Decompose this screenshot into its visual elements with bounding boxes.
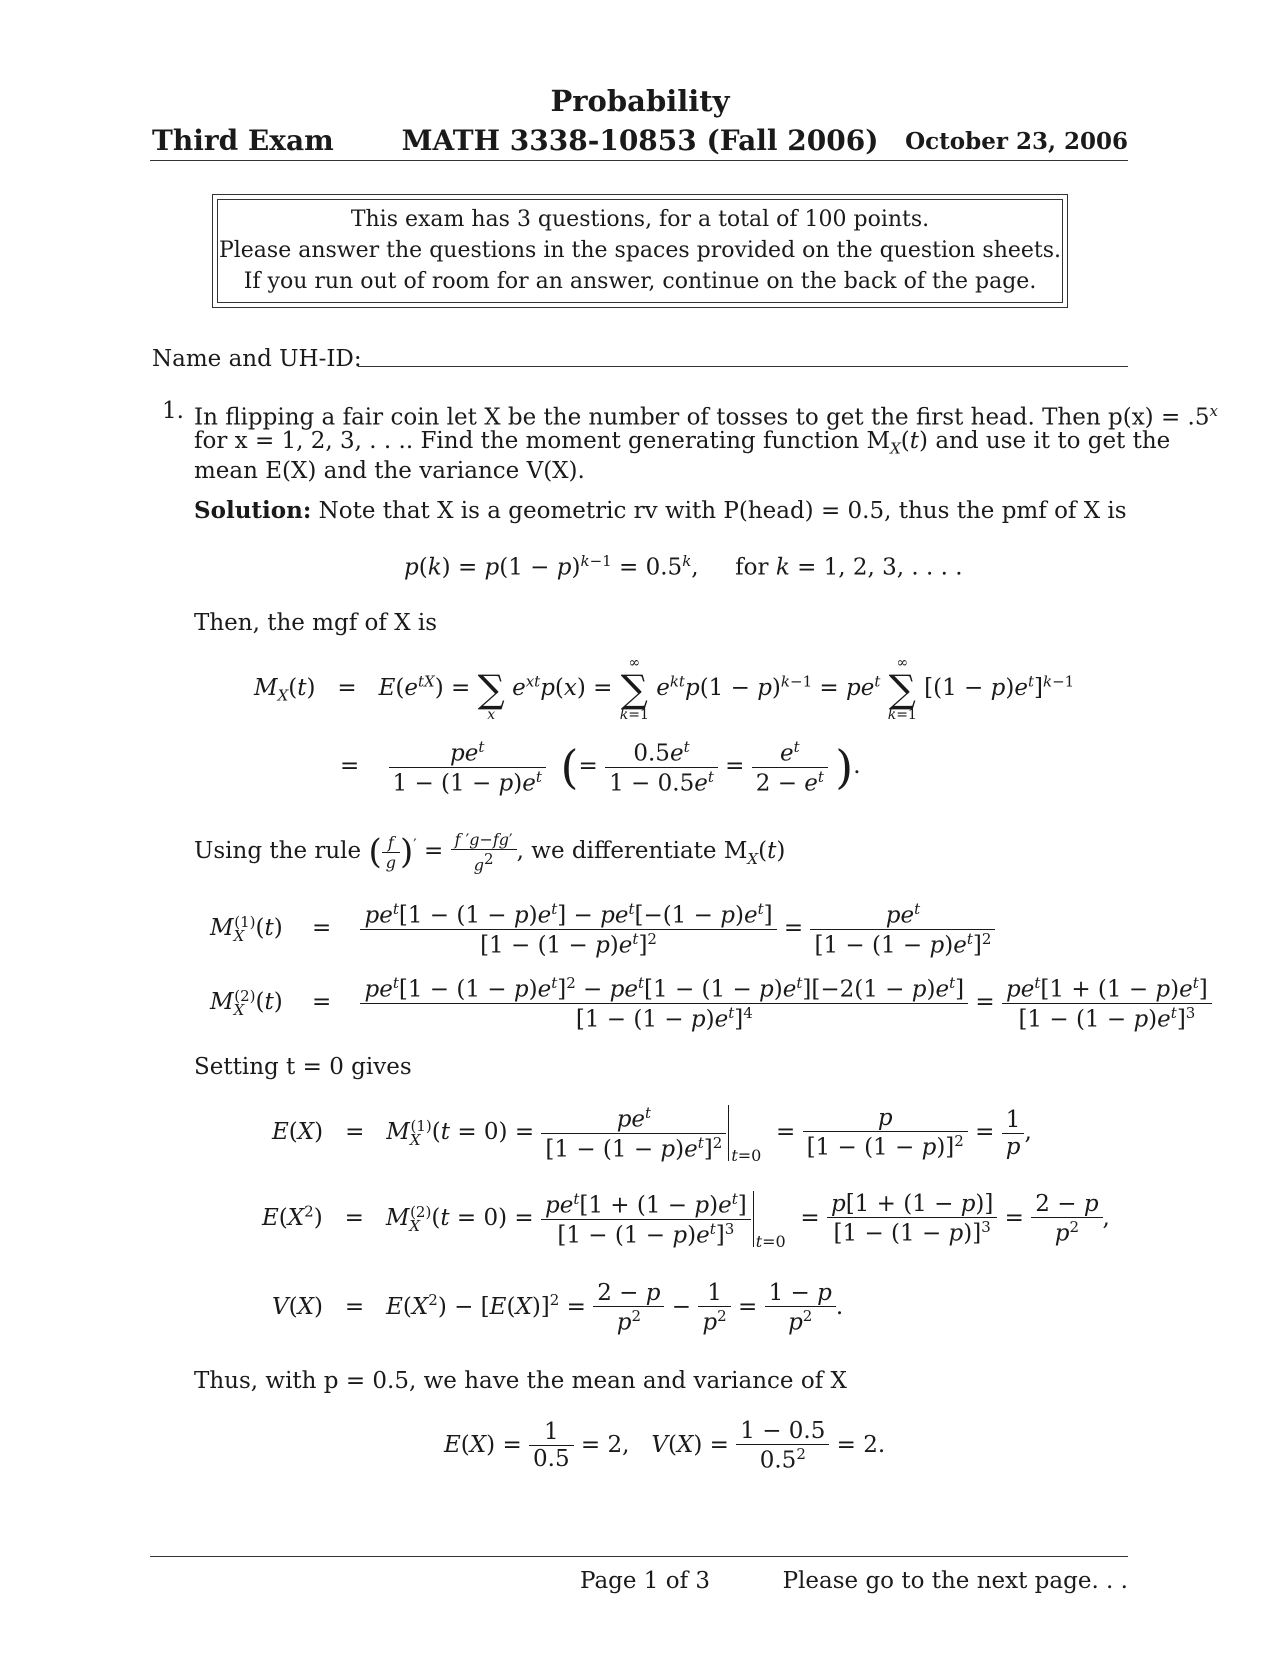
header-rule bbox=[150, 160, 1128, 161]
solution-label: Solution: bbox=[194, 497, 312, 524]
course-code: MATH 3338-10853 (Fall 2006) bbox=[401, 124, 879, 157]
first-derivative-equation: $M_X^{(1)}(t)$ = $\frac{pe^t[1 - (1 - p)e^t] - pe^t[-(1 - p)e^t]}{[1 - (1 - p)e^t]^2}$ = $\frac{pe^t}{[1 - (1 - p)e^t]^2}$ bbox=[210, 900, 995, 958]
question-text-line-2: for x = 1, 2, 3, . . .. Find the moment generating function $M_X(t)$ and use it to get the bbox=[194, 428, 1171, 458]
pmf-equation: $p(k) = p(1 - p)^{k-1} = 0.5^k$, for k = 1, 2, 3, . . . . bbox=[404, 552, 963, 581]
second-moment-equation: $E(X^2) = M_X^{(2)}(t = 0)$ = $\frac{pe^t[1 + (1 - p)e^t]}{[1 - (1 - p)e^t]^3}$ $_{t=0}$ = $\frac{p[1 + (1 - p)]}{[1 - (1 - p)]^3}$ = $\frac{2 - p}{p^2}$ , bbox=[262, 1190, 1110, 1252]
footer-rule bbox=[150, 1556, 1128, 1557]
question-text-line-3: mean E(X) and the variance V(X). bbox=[194, 458, 585, 484]
final-results-equation: E(X) = $\frac{1}{0.5}$ = 2, V(X) = $\frac{1 - 0.5}{0.5^2}$ = 2. bbox=[444, 1418, 886, 1474]
exam-label: Third Exam bbox=[152, 124, 334, 157]
solution-intro: Solution: Note that X is a geometric rv with P(head) = 0.5, thus the pmf of X is bbox=[194, 497, 1127, 524]
question-text-line-1: In flipping a fair coin let X be the number of tosses to get the first head. Then $p(x) = .5^x$ bbox=[194, 402, 1218, 431]
question-number: 1. bbox=[162, 398, 184, 424]
exam-date: October 23, 2006 bbox=[905, 128, 1128, 155]
thus-text: Thus, with p = 0.5, we have the mean and variance of X bbox=[194, 1368, 847, 1394]
instructions-line-2: Please answer the questions in the spaces provided on the question sheets. bbox=[218, 238, 1062, 263]
instructions-line-1: This exam has 3 questions, for a total of 100 points. bbox=[350, 207, 930, 232]
name-label: Name and UH-ID: bbox=[152, 346, 362, 372]
quotient-rule-text: Using the rule ( $\frac{f}{g}$ )′ = $\frac{f 'g-fg'}{g2}$ , we differentiate $M_X(t)$ bbox=[194, 830, 786, 875]
then-text: Then, the mgf of X is bbox=[194, 610, 438, 636]
course-title: Probability bbox=[550, 84, 730, 118]
instructions-line-3: If you run out of room for an answer, continue on the back of the page. bbox=[243, 269, 1037, 294]
variance-equation: $V(X) = E(X^2) - [E(X)]^2$ = $\frac{2 - p}{p^2}$ − $\frac{1}{p^2}$ = $\frac{1 - p}{p^2}$ . bbox=[272, 1280, 844, 1336]
setting-text: Setting t = 0 gives bbox=[194, 1054, 412, 1080]
mgf-equation-1: $M_X(t) = E(e^{tX})$ = ∑ x $e^{xt}p(x)$ = ∞ ∑ k=1 $e^{kt}p(1 - p)^{k-1} = pe^t$ ∞ ∑ k=1 $[(1 - p)e^t]^{k-1}$ bbox=[254, 655, 1075, 723]
mgf-equation-2: = $\frac{pe^t}{1 - (1 - p)e^t}$ (= $\frac{0.5e^t}{1 - 0.5e^t}$ = $\frac{e^t}{2 - e^t}$ ). bbox=[340, 738, 861, 797]
expectation-equation: $E(X) = M_X^{(1)}(t = 0)$ = $\frac{pe^t}{[1 - (1 - p)e^t]^2}$ $_{t=0}$ = $\frac{p}{[1 - (1 - p)]^2}$ = $\frac{1}{p}$ , bbox=[272, 1104, 1032, 1166]
name-answer-line[interactable] bbox=[358, 366, 1128, 367]
page-number: Page 1 of 3 bbox=[580, 1568, 711, 1594]
second-derivative-equation: $M_X^{(2)}(t)$ = $\frac{pe^t[1 - (1 - p)e^t]^2 - pe^t[1 - (1 - p)e^t][-2(1 - p)e^t]}{[1 - (1 - p)e^t]^4}$ = $\frac{pe^t[1 + (1 - p)e^t]}{[1 - (1 - p)e^t]^3}$ bbox=[210, 974, 1212, 1032]
next-page-note: Please go to the next page. . . bbox=[782, 1568, 1128, 1594]
instructions-box bbox=[212, 194, 1068, 308]
